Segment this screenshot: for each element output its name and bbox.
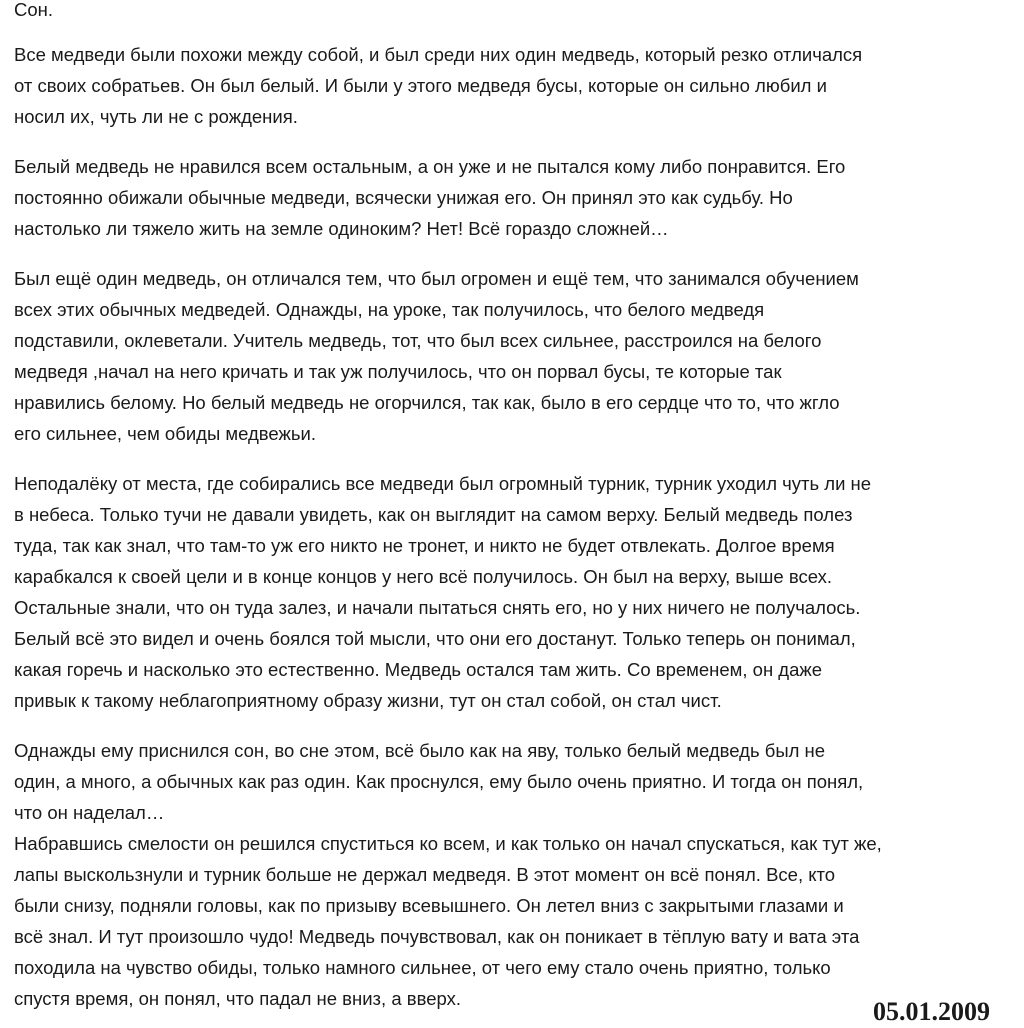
text-line: туда, так как знал, что там-то уж его никто не тронет, и никто не будет отвлекать. Долгое время [14, 535, 835, 556]
text-line: его сильнее, чем обиды медвежьи. [14, 423, 316, 444]
text-line: привык к такому неблагоприятному образу жизни, тут он стал собой, он стал чист. [14, 690, 722, 711]
paragraph-4 [14, 468, 994, 716]
document-body [14, 0, 994, 1014]
text-line: медведя ,начал на него кричать и так уж получилось, что он порвал бусы, те которые так [14, 361, 782, 382]
paragraph-list [14, 39, 994, 1014]
text-line: Белый медведь не нравился всем остальным, а он уже и не пытался кому либо понравится. Его [14, 156, 846, 177]
text-line: Однажды ему приснился сон, во сне этом, всё было как на яву, только белый медведь был не [14, 740, 826, 761]
text-line: Набравшись смелости он решился спуститься ко всем, и как только он начал спускаться, как тут же, [14, 833, 882, 854]
text-line: в небеса. Только тучи не давали увидеть, как он выглядит на самом верху. Белый медведь полез [14, 504, 853, 525]
document-title: Сон. [14, 0, 54, 20]
text-line: Все медведи были похожи между собой, и был среди них один медведь, который резко отличался [14, 44, 863, 65]
paragraph-3 [14, 263, 994, 449]
paragraph-6 [14, 828, 994, 1014]
text-line: Остальные знали, что он туда залез, и начали пытаться снять его, но у них ничего не получалось. [14, 597, 861, 618]
text-line: подставили, оклеветали. Учитель медведь, тот, что был всех сильнее, расстроился на белого [14, 330, 822, 351]
text-line: какая горечь и насколько это естественно. Медведь остался там жить. Со временем, он даже [14, 659, 823, 680]
text-line: постоянно обижали обычные медведи, всячески унижая его. Он принял это как судьбу. Но [14, 187, 793, 208]
text-line: спустя время, он понял, что падал не вниз, а вверх. [14, 988, 461, 1009]
text-line: один, а много, а обычных как раз один. Как проснулся, ему было очень приятно. И тогда он понял, [14, 771, 864, 792]
text-line: были снизу, подняли головы, как по призыву всевышнего. Он летел вниз с закрытыми глазами и [14, 895, 844, 916]
paragraph-2 [14, 151, 994, 244]
text-line: лапы выскользнули и турник больше не держал медведя. В этот момент он всё понял. Все, кто [14, 864, 836, 885]
text-line: настолько ли тяжело жить на земле одиноким? Нет! Всё гораздо сложней… [14, 218, 669, 239]
text-line: Неподалёку от места, где собирались все медведи был огромный турник, турник уходил чуть ли не [14, 473, 872, 494]
text-line: от своих собратьев. Он был белый. И были у этого медведя бусы, которые он сильно любил и [14, 75, 827, 96]
text-line: походила на чувство обиды, только намного сильнее, от чего ему стало очень приятно, только [14, 957, 831, 978]
text-line: носил их, чуть ли не с рождения. [14, 106, 298, 127]
text-line: Был ещё один медведь, он отличался тем, что был огромен и ещё тем, что занимался обучением [14, 268, 859, 289]
document-date: 05.01.2009 [873, 997, 990, 1026]
paragraph-5 [14, 735, 994, 828]
text-line: всех этих обычных медведей. Однажды, на уроке, так получилось, что белого медведя [14, 299, 765, 320]
paragraph-1 [14, 39, 994, 132]
text-line: что он наделал… [14, 802, 165, 823]
text-line: нравились белому. Но белый медведь не огорчился, так как, было в его сердце что то, что жгло [14, 392, 840, 413]
text-line: Белый всё это видел и очень боялся той мысли, что они его достанут. Только теперь он понимал, [14, 628, 856, 649]
text-line: карабкался к своей цели и в конце концов у него всё получилось. Он был на верху, выше всех. [14, 566, 832, 587]
text-line: всё знал. И тут произошло чудо! Медведь почувствовал, как он поникает в тёплую вату и вата эта [14, 926, 860, 947]
